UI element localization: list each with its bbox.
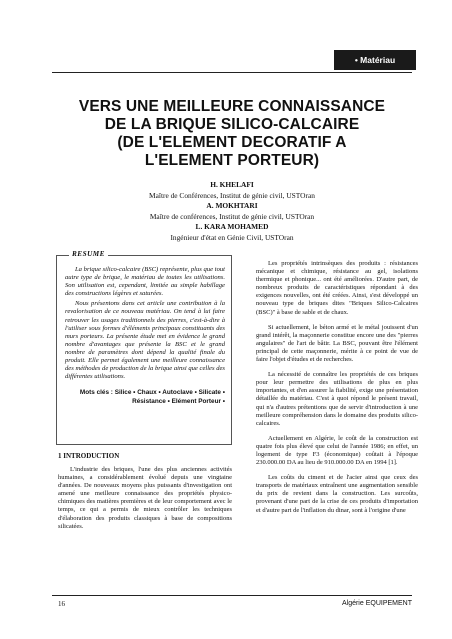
author-block <box>52 180 412 243</box>
body-paragraph: Actuellement en Algérie, le coût de la construction est quatre fois plus élevé que celui de l'année 1986; en effet, un logement de type F3 (économique) coûtait à l'époque 230.000.00 DA au lieu de 910.000.00 DA en 1994 [1]. <box>256 434 418 467</box>
page-number: 16 <box>58 600 65 608</box>
author-affiliation: Ingénieur d'état en Génie Civil, USTOran <box>170 232 294 242</box>
body-paragraph: La nécessité de connaître les propriétés de ces briques pour leur permettre des utilisations de plus en plus importantes, et d'en assurer la fiabilité, exige une présentation détaillée du matériau. C'est à quoi répond le présent travail, qui n'a d'autres prétentions que de servir d'introduction à une meilleure compréhension dans le domaine des produits silico-calcaires. <box>256 371 418 427</box>
header-rule <box>52 72 412 73</box>
author-name: L. KARA MOHAMED <box>195 222 269 231</box>
body-paragraph: Les coûts du ciment et de l'acier ainsi que ceux des transports de matériaux entraînent une augmentation sensible du prix de revient dans la construction. Les surcoûts, provenant d'une part de la crise de ces produits d'importation et d'autre part de l'inflation du dinar, sont à l'origine d'une <box>256 474 418 514</box>
abstract-label: RESUME <box>69 250 108 258</box>
author-affiliation: Maître de Conférences, Institut de génie civil, USTOran <box>149 190 315 200</box>
title-line: L'ELEMENT PORTEUR) <box>144 152 320 169</box>
footer-rule <box>52 595 412 596</box>
section-tag: • Matériau <box>334 50 416 70</box>
title-line: DE LA BRIQUE SILICO-CALCAIRE <box>104 116 360 133</box>
journal-name: Algérie EQUIPEMENT <box>341 600 412 607</box>
abstract-paragraph: Nous présentons dans cet article une contribution à la revalorisation de ce nouveau matériau. On tend à lui faire retrouver les usages traditionnels des pierres, c'est-à-dire à l'utiliser sous formes d'éléments principaux constituants des murs porteurs. La présente étude met en évidence le grand nombre d'avantages que présente la BSC et le grand nombre de paramètres dont dépend la qualité finale du produit. Elle permet également une meilleure connaissance des méthodes de production de la brique ainsi que celles des différentes utilisations. <box>65 300 225 381</box>
left-column <box>58 452 232 535</box>
abstract-paragraph: La brique silico-calcaire (BSC) représente, plus que tout autre type de brique, le matériau de toutes les utilisations. Son utilisation est, cependant, limitée au simple habillage des constructions légères et saturées. <box>65 266 225 298</box>
author-name: A. MOKHTARI <box>206 201 258 210</box>
author-name: H. KHELAFI <box>210 180 254 189</box>
author-affiliation: Maître de conférences, Institut de génie civil, USTOran <box>149 211 315 221</box>
body-paragraph: L'industrie des briques, l'une des plus anciennes activités humaines, a considérablement évolué depuis une vingtaine d'années. De nouveaux moyens plus puissants d'investigation ont amené une meilleure connaissance des propriétés physico-chimiques des matières premières et de leur comportement avec le temps, ce qui a permis de mieux contrôler les techniques d'élaboration des produits classiques à base de compositions silicatées. <box>58 466 232 530</box>
title-line: (DE L'ELEMENT DECORATIF A <box>117 134 347 151</box>
body-paragraph: Les propriétés intrinsèques des produits : résistances mécanique et chimique, résistance au gel, isolations thermique et phonique... ont été améliorées. D'autre part, de nombreux produits de caractéristiques répondant à des exigences nouvelles, ont été créées. Ainsi, s'est développé un nouveau type de briques dites "Briques Silico-Calcaires (BSC)" à base de sable et de chaux. <box>256 260 418 316</box>
abstract-box <box>56 250 232 445</box>
title-line: VERS UNE MEILLEURE CONNAISSANCE <box>78 98 386 115</box>
keywords: Mots clés : Silice • Chaux • Autoclave • Silicate • Résistance • Elément Porteur • <box>79 389 225 405</box>
article-title <box>52 98 412 170</box>
body-paragraph: Si actuellement, le béton armé et le métal jouissent d'un grand intérêt, la maçonnerie constitue encore une des "pierres angulaires" de l'art de bâtir. La BSC, pouvant être l'élément principal de cette maçonnerie, mérite à ce point de vue de faire l'objet d'études et de recherches. <box>256 323 418 364</box>
right-column <box>256 260 418 522</box>
section-heading: 1 INTRODUCTION <box>58 452 120 460</box>
